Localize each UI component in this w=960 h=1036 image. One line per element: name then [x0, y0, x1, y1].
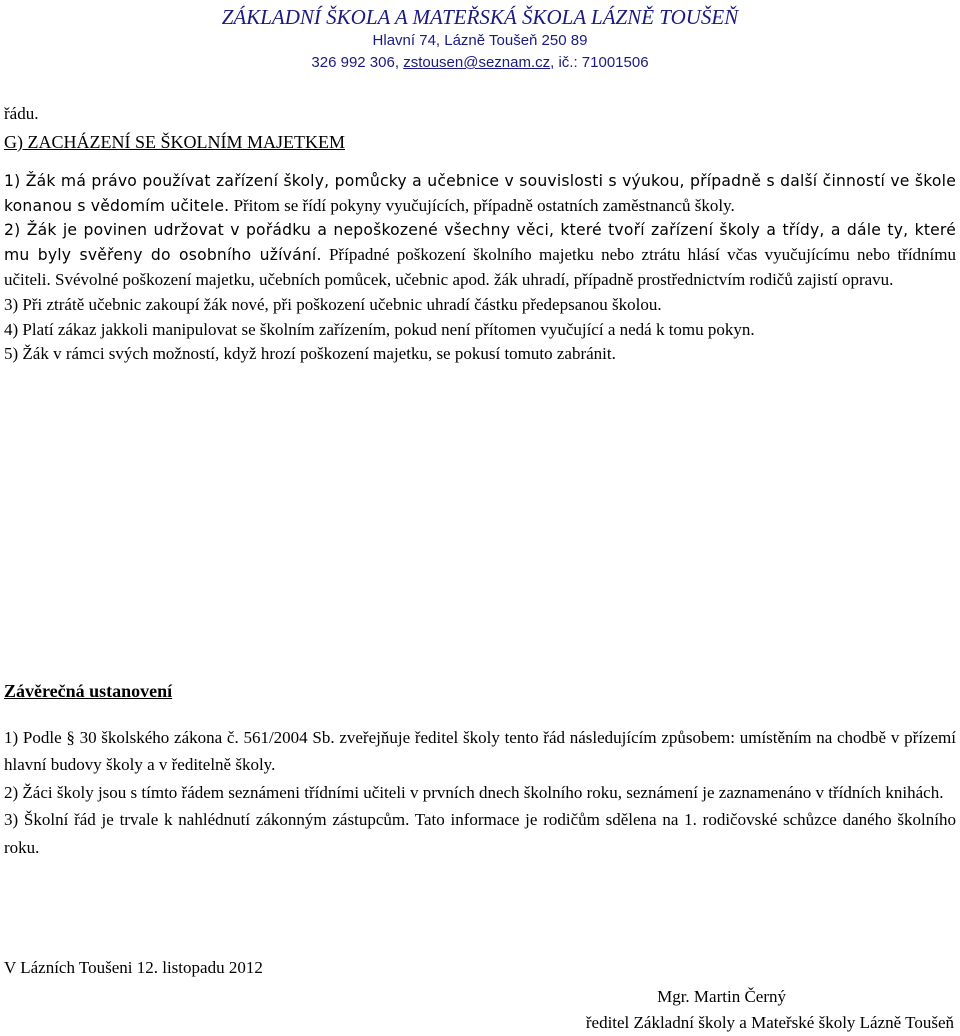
continued-fragment: řádu.	[4, 104, 39, 123]
closing-provisions	[4, 678, 956, 861]
section-g-paragraph-3: 3) Při ztrátě učebnic zakoupí žák nové, při poškození učebnic uhradí částku předepsanou školou.	[4, 294, 662, 314]
closing-paragraph-3: 3) Školní řád je trvale k nahlédnutí zákonným zástupcům. Tato informace je rodičům sdělena na 1. rodičovské schůzce daného školního roku.	[4, 810, 956, 857]
school-name: ZÁKLADNÍ ŠKOLA A MATEŘSKÁ ŠKOLA LÁZNĚ TOUŠEŇ	[221, 5, 739, 29]
school-ico: , ič.: 71001506	[550, 54, 649, 71]
school-contacts	[0, 52, 960, 74]
signer-name: Mgr. Martin Černý	[657, 987, 786, 1006]
section-g-paragraph-1: 1) Žák má právo používat zařízení školy, pomůcky a učebnice v souvislosti s výukou, případně s další činností ve škole konanou s vědomím učitele. Přitom se řídí pokyny vyučujících, případně ostatních zaměstnanců školy.	[4, 171, 956, 215]
closing-paragraph-1: 1) Podle § 30 školského zákona č. 561/2004 Sb. zveřejňuje ředitel školy tento řád následujícím způsobem: umístěním na chodbě v přízemí hlavní budovy školy a v ředitelně školy.	[4, 727, 956, 774]
signer-title: ředitel Základní školy a Mateřské školy Lázně Toušeň	[585, 1013, 954, 1032]
signature-block	[586, 984, 954, 1036]
closing-paragraph-2: 2) Žáci školy jsou s tímto řádem seznámeni třídními učiteli v prvních dnech školního roku, seznámení je zaznamenáno v třídních knihách.	[4, 782, 944, 802]
letterhead	[0, 4, 960, 74]
closing-heading: Závěrečná ustanovení	[4, 681, 173, 701]
school-phone: 326 992 306,	[311, 54, 404, 71]
school-email-link[interactable]: zstousen@seznam.cz	[403, 54, 551, 71]
section-g-paragraph-2: 2) Žák je povinen udržovat v pořádku a nepoškozené všechny věci, které tvoří zařízení školy a třídy, a dále ty, které mu byly svěřeny do osobního užívání. Případné poškození školního majetku nebo ztrátu hlásí včas vyučujícímu nebo třídnímu učiteli. Svévolné poškození majetku, učebních pomůcek, učebnic apod. žák uhradí, případně prostřednictvím rodičů zajistí opravu.	[4, 221, 956, 289]
section-g-paragraph-5: 5) Žák v rámci svých možností, když hrozí poškození majetku, se pokusí tomuto zabránit.	[4, 344, 616, 364]
section-g-heading: G) ZACHÁZENÍ SE ŠKOLNÍM MAJETKEM	[4, 131, 345, 152]
section-g-paragraph-4: 4) Platí zákaz jakkoli manipulovat se školním zařízením, pokud není přítomen vyučující a nedá k tomu pokyn.	[4, 319, 755, 339]
place-and-date: V Lázních Toušeni 12. listopadu 2012	[4, 958, 263, 977]
school-address: Hlavní 74, Lázně Toušeň 250 89	[372, 32, 588, 49]
section-g	[4, 102, 956, 367]
